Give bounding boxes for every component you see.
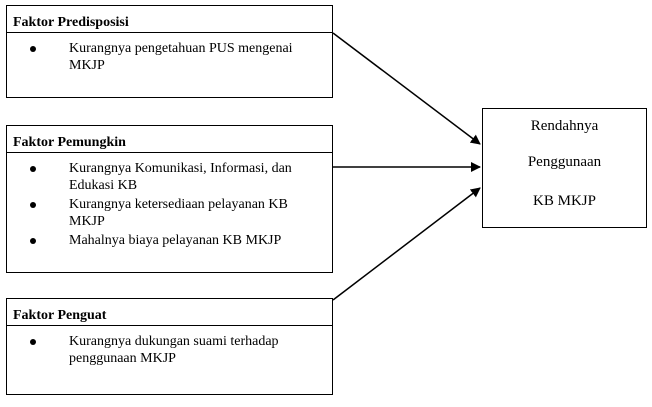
outcome-box	[482, 108, 647, 228]
list-item: Kurangnya Komunikasi, Informasi, dan Edukasi KB	[30, 161, 324, 194]
factor-box-pemungkin	[6, 125, 333, 273]
factor-title: Faktor Penguat	[7, 299, 332, 326]
factor-title: Faktor Predisposisi	[7, 6, 332, 33]
factor-box-predisposisi	[6, 5, 333, 98]
list-item: Kurangnya pengetahuan PUS mengenai MKJP	[30, 41, 324, 74]
outcome-line-2: Penggunaan	[527, 154, 602, 170]
list-item: Kurangnya dukungan suami terhadap penggunaan MKJP	[30, 334, 324, 367]
factor-list	[7, 33, 332, 74]
outcome-line-3: KB MKJP	[533, 193, 596, 209]
factor-list	[7, 153, 332, 250]
factor-box-penguat	[6, 298, 333, 395]
list-item: Kurangnya ketersediaan pelayanan KB MKJP	[30, 197, 324, 230]
arrow-penguat	[333, 188, 480, 300]
factor-list	[7, 326, 332, 367]
factor-title: Faktor Pemungkin	[7, 126, 332, 153]
outcome-line-1: Rendahnya	[530, 118, 599, 134]
arrow-predisposisi	[333, 33, 480, 144]
list-item: Mahalnya biaya pelayanan KB MKJP	[30, 233, 324, 250]
